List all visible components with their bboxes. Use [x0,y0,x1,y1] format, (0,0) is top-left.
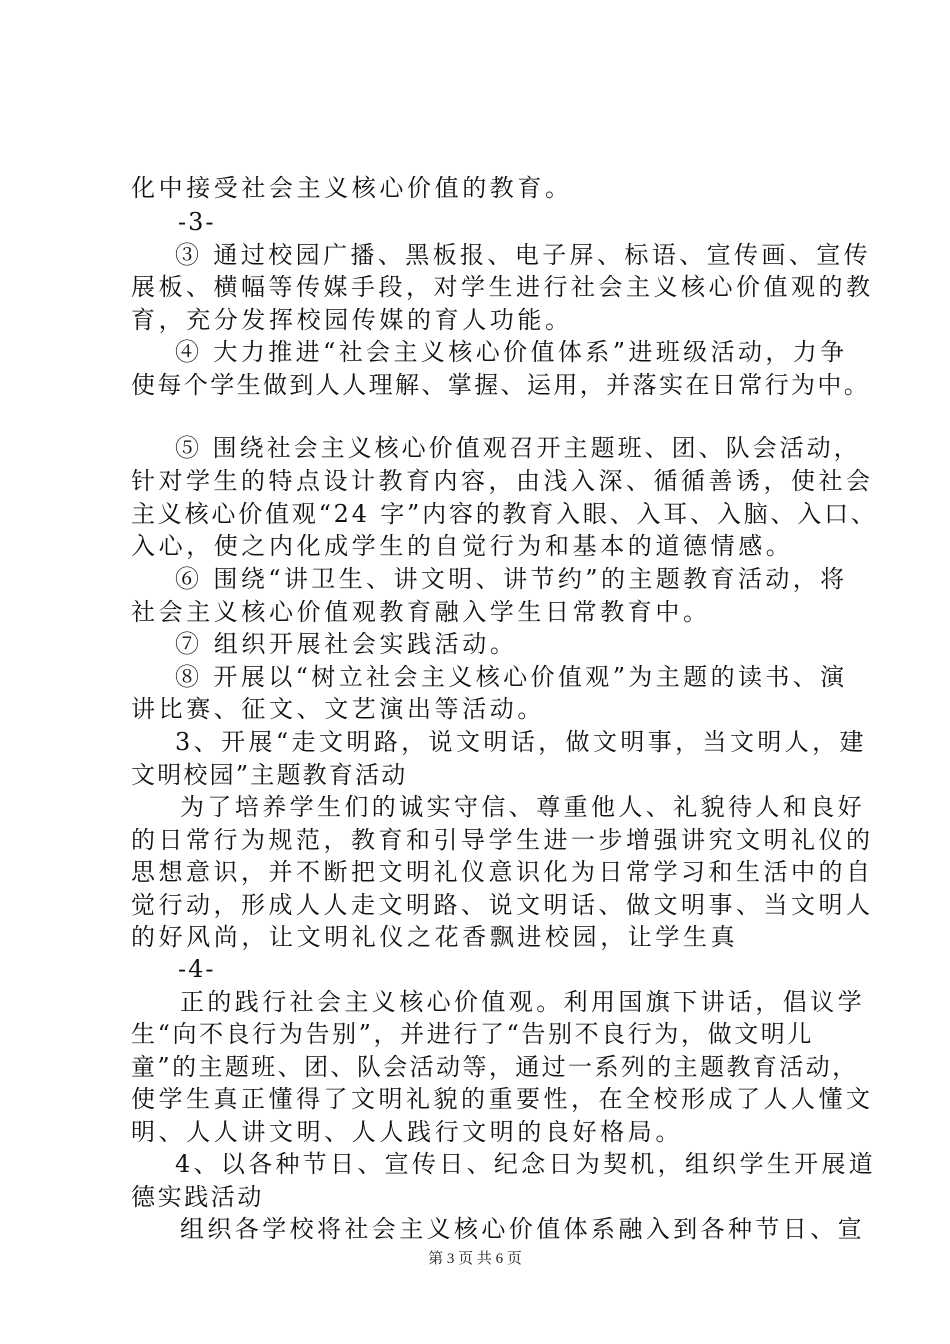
text-line: 的日常行为规范，教育和引导学生进一步增强讲究文明礼仪的 [131,826,874,854]
text-line: 明、人人讲文明、人人践行文明的良好格局。 [131,1118,683,1146]
section-heading: 4、以各种节日、宣传日、纪念日为契机，组织学生开展道 [175,1150,877,1178]
section-heading: 3、开展“走文明路，说文明话，做文明事，当文明人，建 [175,728,867,756]
page-number-footer: 第 3 页 共 6 页 [428,1251,522,1267]
text-line: ⑥ 围绕“讲卫生、讲文明、讲节约”的主题教育活动，将 [175,565,848,593]
section-heading: 文明校园”主题教育活动 [131,761,408,789]
text-line: ⑧ 开展以“树立社会主义核心价值观”为主题的读书、演 [175,663,848,691]
text-line: 组织各学校将社会主义核心价值体系融入到各种节日、宣 [180,1215,865,1243]
text-line: 的好风尚，让文明礼仪之花香飘进校园，让学生真 [131,923,739,951]
text-line: ③ 通过校园广播、黑板报、电子屏、标语、宣传画、宣传 [175,241,872,269]
page-marker: -4- [178,955,216,983]
text-line: 使每个学生做到人人理解、掌握、运用，并落实在日常行为中。 [131,371,871,399]
text-line: 入心，使之内化成学生的自觉行为和基本的道德情感。 [131,532,794,560]
text-line: 觉行动，形成人人走文明路、说文明话、做文明事、当文明人 [131,891,874,919]
page-marker: -3- [178,208,216,236]
text-line: 化中接受社会主义核心价值的教育。 [131,174,573,202]
text-line: 育，充分发挥校园传媒的育人功能。 [131,306,573,334]
text-line: 社会主义核心价值观教育融入学生日常教育中。 [131,598,711,626]
text-line: 思想意识，并不断把文明礼仪意识化为日常学习和生活中的自 [131,858,874,886]
text-line: ⑦ 组织开展社会实践活动。 [175,630,518,658]
text-line: 正的践行社会主义核心价值观。利用国旗下讲话，倡议学 [180,988,865,1016]
text-line: 主义核心价值观“24 字”内容的教育入眼、入耳、入脑、入口、 [131,500,878,528]
text-line: 展板、横幅等传媒手段，对学生进行社会主义核心价值观的教 [131,273,874,301]
text-line: 使学生真正懂得了文明礼貌的重要性，在全校形成了人人懂文 [131,1085,874,1113]
section-heading: 德实践活动 [131,1183,264,1211]
text-line: ⑤ 围绕社会主义核心价值观召开主题班、团、队会活动， [175,434,861,462]
text-line: 讲比赛、征文、文艺演出等活动。 [131,695,545,723]
text-line: 针对学生的特点设计教育内容，由浅入深、循循善诱，使社会 [131,467,874,495]
text-line: 童”的主题班、团、队会活动等，通过一系列的主题教育活动， [131,1053,859,1081]
text-line: ④ 大力推进“社会主义核心价值体系”进班级活动，力争 [175,338,848,366]
text-line: 生“向不良行为告别”，并进行了“告别不良行为，做文明儿 [131,1020,815,1048]
text-line: 为了培养学生们的诚实守信、尊重他人、礼貌待人和良好 [180,793,865,821]
